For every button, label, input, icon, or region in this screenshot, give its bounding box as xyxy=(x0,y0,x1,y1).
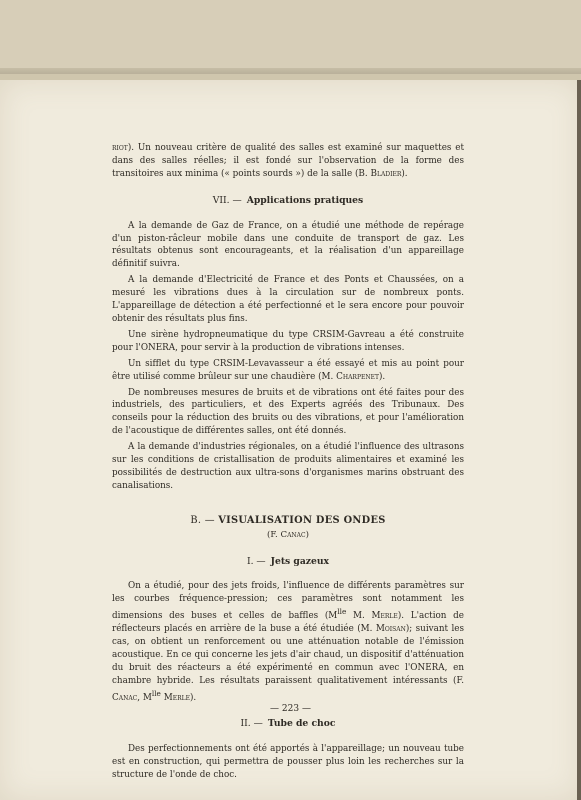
paragraph: Des perfectionnements ont été apportés à l'appareillage; un nouveau tube est en construction, qui permettra de pousser plus loin les recherches sur la structure de l'onde de choc. xyxy=(112,744,464,781)
section-vii-heading: VII. — Applications pratiques xyxy=(212,194,364,206)
section-b-heading: B. — VISUALISATION DES ONDES xyxy=(190,514,386,526)
section-vii-title: Applications pratiques xyxy=(246,194,364,206)
page-number: — 223 — xyxy=(270,704,311,714)
paragraph: Un sifflet du type CRSIM-Levavasseur a été essayé et mis au point pour être utilisé comme brûleur sur une chaudière (M. Charpenet). xyxy=(112,358,464,382)
paragraph: A la demande d'industries régionales, on a étudié l'influence des ultrasons sur les conditions de cristallisation de produits alimentaires et examiné les possibilités de destruction aux ultra-sons d'organismes marins obstruant des canalisations. xyxy=(112,442,464,491)
section-b-byline: (F. Canac) xyxy=(267,529,309,540)
paragraph: A la demande de Gaz de France, on a étudié une méthode de repérage d'un piston-râcleur mobile dans une conduite de transport de gaz. Les résultats obtenus sont encourageants, et la réalisation d'un appareillage définitif suivra. xyxy=(112,220,464,270)
page-body xyxy=(112,142,464,785)
intro-paragraph: riot). Un nouveau critère de qualité des salles est examiné sur maquettes et dans des salles réelles; il est fondé sur l'observation de la forme des transitoires aux minima (« points sourds ») de la salle (B. Bladier). xyxy=(112,143,464,179)
scanner-background xyxy=(0,0,581,74)
intro-lead: riot xyxy=(112,143,128,153)
section-i-title: Jets gazeux xyxy=(270,555,330,567)
paragraph: A la demande d'Electricité de France et des Ponts et Chaussées, on a mesuré les vibrations dues à la circulation sur de nombreux ponts. L'appareillage de détection a été perfectionné et le sera encore pour pouvoir obtenir des résultats plus fins. xyxy=(112,275,464,324)
paragraph: Une sirène hydropneumatique du type CRSIM-Gavreau a été construite pour l'ONERA, pour servir à la production de vibrations intenses. xyxy=(112,329,464,353)
intro-author: Bladier xyxy=(370,168,402,179)
paragraph: De nombreuses mesures de bruits et de vibrations ont été faites pour des industriels, des particuliers, et des Experts agréés des Tribunaux. Des conseils pour la réduction des bruits ou des vibrations, et pour l'amélioration de l'acoustique de différentes salles, ont été donnés. xyxy=(112,387,464,437)
section-ii-heading: II. — Tube de choc xyxy=(240,718,336,730)
section-i-heading: I. — Jets gazeux xyxy=(246,555,330,567)
section-b-title: VISUALISATION DES ONDES xyxy=(218,514,386,526)
page-edge-shadow xyxy=(577,80,581,800)
paragraph: On a étudié, pour des jets froids, l'influence de différents paramètres sur les courbes fréquence-pression; ces paramètres sont notamment les dimensions des buses et celles de baffles ($M^{lle}$ M. Merle). L'action de réflecteurs placés en arrière de la buse a été étudiée (M. Moisan); suivant les cas, on obtient un renforcement ou une atténuation notable de l'émission acoustique. En ce qui concerne les jets d'air chaud, un dispositif d'atténuation du bruit des réacteurs a été expérimenté en commun avec l'ONERA, en chambre hybride. Les résultats paraissent qualitativement intéressants (F. Canac, $M^{lle}$ Merle). xyxy=(112,581,464,703)
section-ii-title: Tube de choc xyxy=(267,718,336,730)
